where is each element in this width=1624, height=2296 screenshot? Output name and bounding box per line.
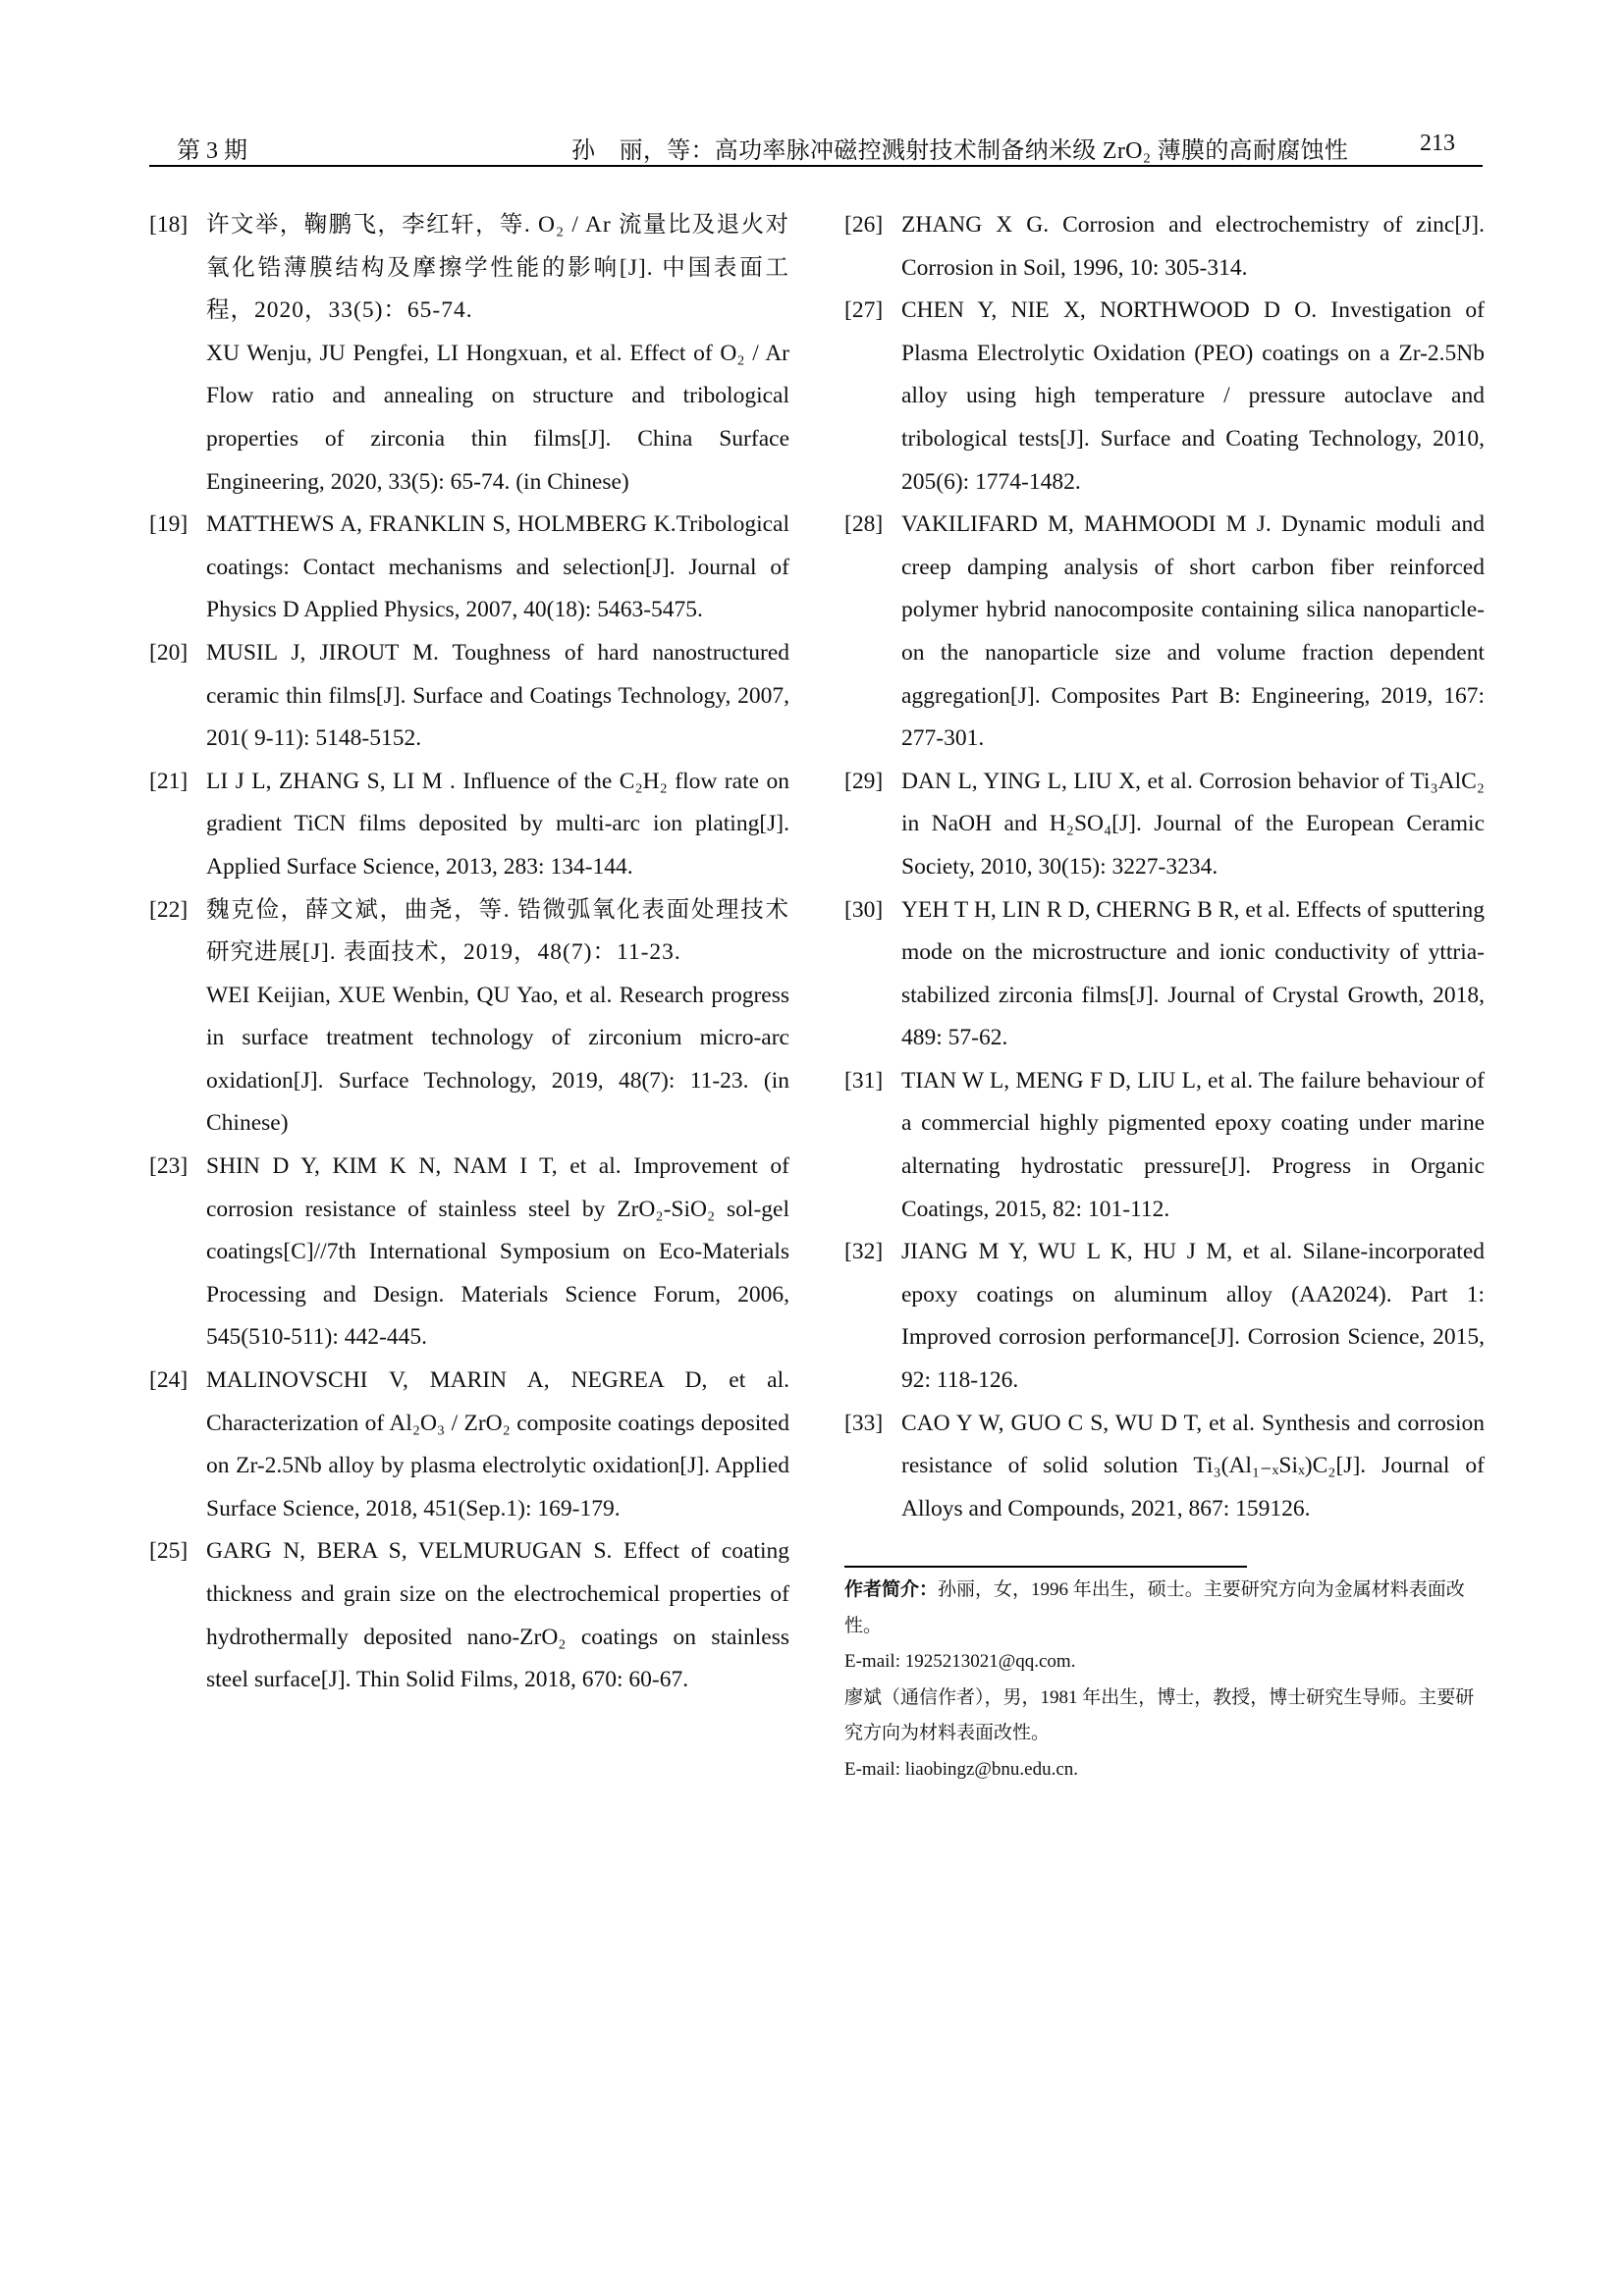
author-info: [844, 1573, 1485, 1788]
running-title: 孙 丽，等：高功率脉冲磁控溅射技术制备纳米级 ZrO₂ 薄膜的高耐腐蚀性: [571, 138, 1349, 164]
reference-23: [149, 1146, 789, 1360]
reference-19: [149, 504, 789, 632]
reference-text: GARG N, BERA S, VELMURUGAN S. Effect of coating thickness and grain size on the electrochemical properties of hydrothermally deposited nano-ZrO₂ coatings on stainless steel surface[J]. Thin Solid Films, 2018, 670: 60-67.: [206, 1538, 789, 1693]
reference-number: [24]: [149, 1367, 189, 1394]
reference-26: [844, 204, 1485, 290]
reference-28: [844, 504, 1485, 761]
reference-text: JIANG M Y, WU L K, HU J M, et al. Silane-incorporated epoxy coatings on aluminum alloy (AA2024). Part 1: Improved corrosion performance[J]. Corrosion Science, 2015, 92: 118-126.: [901, 1239, 1485, 1394]
author1-email: E-mail: 1925213021@qq.com.: [844, 1651, 1076, 1672]
reference-22: [149, 889, 789, 1147]
reference-number: [19]: [149, 511, 189, 538]
page-number: 213: [1420, 131, 1455, 156]
reference-text: CHEN Y, NIE X, NORTHWOOD D O. Investigation of Plasma Electrolytic Oxidation (PEO) coatings on a Zr-2.5Nb alloy using high temperature / pressure autoclave and tribological tests[J]. Surface and Coating Technology, 2010, 205(6): 1774-1482.: [901, 297, 1485, 495]
reference-text: TIAN W L, MENG F D, LIU L, et al. The failure behaviour of a commercial highly pigmented epoxy coating under marine alternating hydrostatic pressure[J]. Progress in Organic Coatings, 2015, 82: 101-112.: [901, 1067, 1485, 1222]
reference-20: [149, 632, 789, 761]
author1-line: [844, 1573, 1485, 1644]
reference-number: [22]: [149, 896, 189, 923]
reference-text-chinese: 魏克俭，薛文斌，曲尧，等. 锆微弧氧化表面处理技术研究进展[J]. 表面技术，2019，48(7)：11-23.: [206, 896, 789, 966]
reference-number: [23]: [149, 1153, 189, 1180]
reference-text-english: XU Wenju, JU Pengfei, LI Hongxuan, et al. Effect of O₂ / Ar Flow ratio and annealing on structure and tribological properties of zirconia thin films[J]. China Surface Engineering, 2020, 33(5): 65-74. (in Chinese): [206, 340, 789, 495]
reference-29: [844, 761, 1485, 889]
author2-email: E-mail: liaobingz@bnu.edu.cn.: [844, 1758, 1079, 1780]
reference-number: [20]: [149, 639, 189, 666]
reference-text: YEH T H, LIN R D, CHERNG B R, et al. Effects of sputtering mode on the microstructure and ionic conductivity of yttria-stabilized zirconia films[J]. Journal of Crystal Growth, 2018, 489: 57-62.: [901, 896, 1485, 1051]
reference-text: VAKILIFARD M, MAHMOODI M J. Dynamic moduli and creep damping analysis of short carbon fiber reinforced polymer hybrid nanocomposite containing silica nanoparticle-on the nanoparticle size and volume fraction dependent aggregation[J]. Composites Part B: Engineering, 2019, 167: 277-301.: [901, 511, 1485, 752]
reference-number: [18]: [149, 212, 189, 238]
references-column-right: [844, 204, 1485, 1530]
running-header: [149, 0, 1483, 167]
issue-number: 第 3 期: [177, 138, 247, 164]
reference-text: CAO Y W, GUO C S, WU D T, et al. Synthesis and corrosion resistance of solid solution Ti₃(Al₁₋ₓSiₓ)C₂[J]. Journal of Alloys and Compounds, 2021, 867: 159126.: [901, 1410, 1485, 1522]
author-info-label: 作者简介：: [844, 1579, 939, 1600]
reference-text: SHIN D Y, KIM K N, NAM I T, et al. Improvement of corrosion resistance of stainless steel by ZrO₂-SiO₂ sol-gel coatings[C]//7th International Symposium on Eco-Materials Processing and Design. Materials Science Forum, 2006, 545(510-511): 442-445.: [206, 1153, 789, 1351]
footnote-divider: [844, 1566, 1247, 1568]
reference-18: [149, 204, 789, 504]
reference-30: [844, 889, 1485, 1060]
reference-number: [25]: [149, 1538, 189, 1565]
reference-number: [31]: [844, 1067, 884, 1094]
reference-number: [28]: [844, 511, 884, 538]
reference-text: LI J L, ZHANG S, LI M . Influence of the C₂H₂ flow rate on gradient TiCN films deposited by multi-arc ion plating[J]. Applied Surface Science, 2013, 283: 134-144.: [206, 768, 789, 880]
reference-text: MALINOVSCHI V, MARIN A, NEGREA D, et al. Characterization of Al₂O₃ / ZrO₂ composite coatings deposited on Zr-2.5Nb alloy by plasma electrolytic oxidation[J]. Applied Surface Science, 2018, 451(Sep.1): 169-179.: [206, 1367, 789, 1522]
author1-bio: 孙丽，女，1996 年出生，硕士。主要研究方向为金属材料表面改性。: [844, 1579, 1465, 1636]
reference-33: [844, 1403, 1485, 1531]
references-column-left: [149, 204, 789, 1702]
reference-text: MATTHEWS A, FRANKLIN S, HOLMBERG K.Tribological coatings: Contact mechanisms and selection[J]. Journal of Physics D Applied Physics, 2007, 40(18): 5463-5475.: [206, 511, 789, 623]
reference-text-english: WEI Keijian, XUE Wenbin, QU Yao, et al. Research progress in surface treatment technology of zirconium micro-arc oxidation[J]. Surface Technology, 2019, 48(7): 11-23. (in Chinese): [206, 982, 789, 1137]
author2-bio: 廖斌（通信作者），男，1981 年出生，博士，教授，博士研究生导师。主要研究方向为材料表面改性。: [844, 1686, 1475, 1743]
reference-32: [844, 1231, 1485, 1402]
reference-31: [844, 1060, 1485, 1231]
reference-text-chinese: 许文举，鞠鹏飞，李红轩，等. O₂ / Ar 流量比及退火对氧化锆薄膜结构及摩擦学性能的影响[J]. 中国表面工程，2020，33(5)：65-74.: [206, 212, 789, 324]
reference-number: [29]: [844, 768, 884, 794]
reference-number: [27]: [844, 297, 884, 324]
reference-21: [149, 761, 789, 889]
reference-25: [149, 1530, 789, 1701]
reference-number: [21]: [149, 768, 189, 794]
reference-27: [844, 290, 1485, 504]
reference-text: DAN L, YING L, LIU X, et al. Corrosion behavior of Ti₃AlC₂ in NaOH and H₂SO₄[J]. Journal of the European Ceramic Society, 2010, 30(15): 3227-3234.: [901, 768, 1485, 880]
reference-text: MUSIL J, JIROUT M. Toughness of hard nanostructured ceramic thin films[J]. Surface and Coatings Technology, 2007, 201( 9-11): 5148-5152.: [206, 639, 789, 752]
reference-number: [32]: [844, 1239, 884, 1265]
reference-text: ZHANG X G. Corrosion and electrochemistry of zinc[J]. Corrosion in Soil, 1996, 10: 305-314.: [901, 212, 1485, 281]
reference-24: [149, 1360, 789, 1530]
reference-number: [26]: [844, 212, 884, 238]
reference-number: [30]: [844, 896, 884, 923]
reference-number: [33]: [844, 1410, 884, 1436]
